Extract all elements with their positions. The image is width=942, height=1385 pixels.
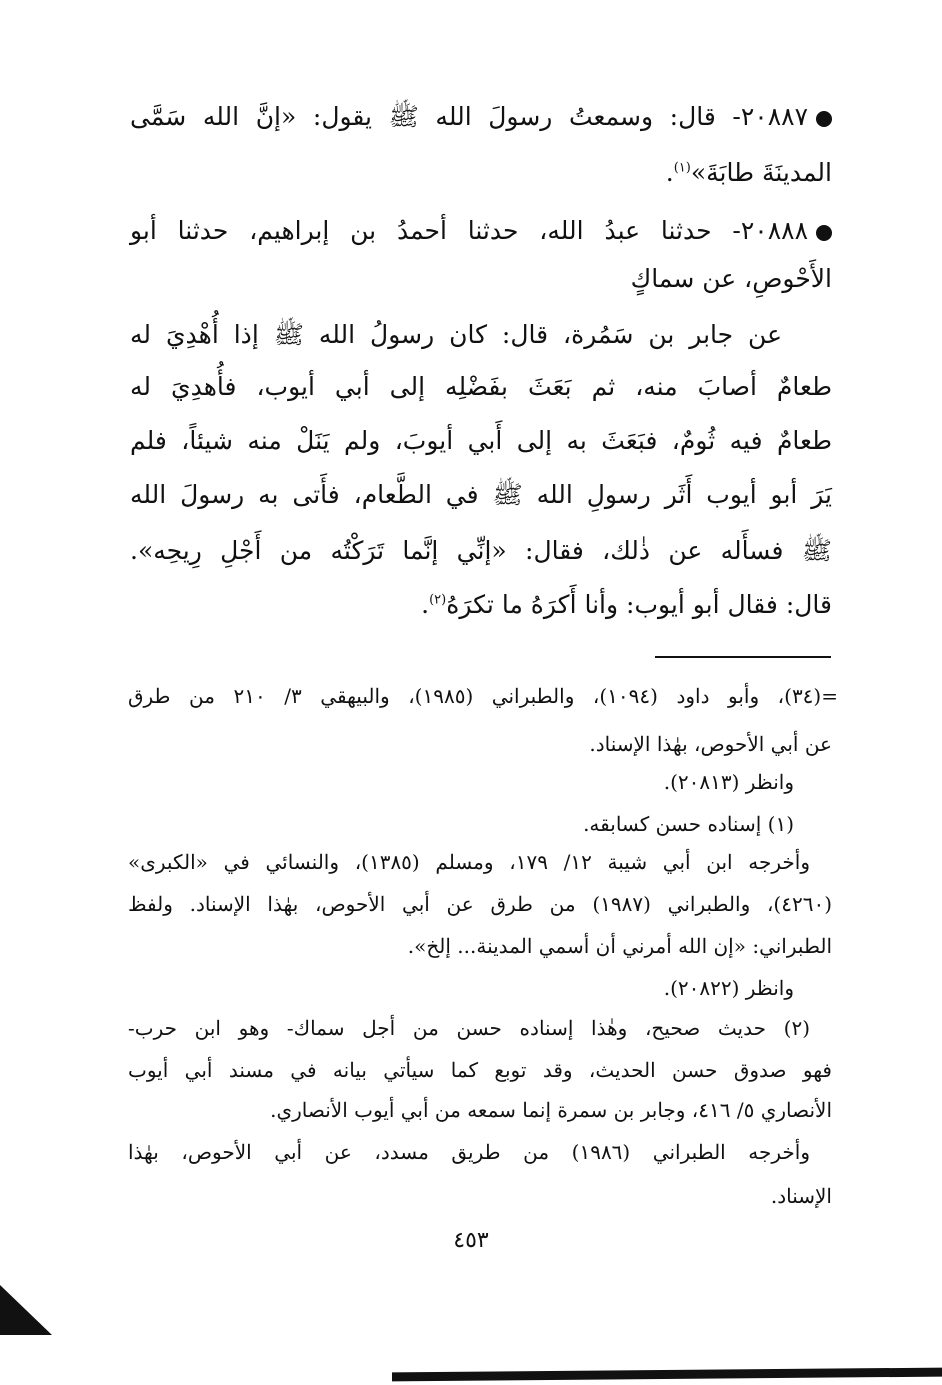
hadith-text-line-4 [130, 482, 832, 507]
text: عن جابر بن سَمُرة، قال: كان رسولُ الله ﷺ إذا أُهْدِيَ له [130, 320, 782, 349]
text: وانظر (٢٠٨٢٢). [663, 976, 794, 1000]
footnote-line-11 [128, 1100, 832, 1120]
footnote-line-5 [128, 852, 810, 872]
scan-edge-bar [392, 1368, 942, 1382]
text: . [421, 590, 430, 619]
text: يَرَ أبو أيوب أَثَر رسولِ الله ﷺ في الطَّعام، فأَتى به رسولَ الله [130, 480, 832, 509]
text: =(٣٤)، وأبو داود (١٠٩٤)، والطبراني (١٩٨٥)، والبيهقي ٣/ ٢١٠ من طرق [128, 684, 838, 708]
footnote-line-13 [128, 1186, 832, 1206]
hadith-20887-line-1 [130, 104, 832, 129]
footnote-marker: (٢) [429, 592, 447, 608]
footnote-line-1 [128, 686, 838, 706]
text: فهو صدوق حسن الحديث، وقد توبع كما سيأتي بيانه في مسند أبي أيوب [128, 1058, 832, 1082]
text: الطبراني: «إن الله أمرني أن أسمي المدينة... إلخ». [407, 934, 832, 958]
footnote-line-4 [128, 814, 794, 834]
text: ٢٠٨٨٨- حدثنا عبدُ الله، حدثنا أحمدُ بن إبراهيم، حدثنا أبو [130, 216, 808, 245]
text: (٤٢٦٠)، والطبراني (١٩٨٧) من طرق عن أبي الأحوص، بهٰذا الإسناد. ولفظ [128, 892, 832, 916]
hadith-text-line-3 [130, 428, 832, 453]
hadith-text-line-2 [130, 374, 832, 399]
text: الأَحْوصِ، عن سماكٍ [630, 264, 832, 293]
hadith-20888-line-2 [130, 266, 832, 291]
text: وأخرجه ابن أبي شيبة ١٢/ ١٧٩، ومسلم (١٣٨٥)، والنسائي في «الكبرى» [128, 850, 810, 874]
footnote-line-7 [128, 936, 832, 956]
text: (٢) حديث صحيح، وهٰذا إسناده حسن من أجل سماك- وهو ابن حرب- [128, 1016, 810, 1040]
footnote-line-2 [128, 734, 832, 754]
text: . [665, 158, 674, 187]
footnote-line-6 [128, 894, 832, 914]
hadith-text-line-6 [130, 592, 832, 617]
hadith-text-line-1 [130, 322, 782, 347]
text: قال: فقال أبو أيوب: وأنا أَكرَهُ ما تكرَهُ [446, 590, 832, 619]
footnote-line-8 [128, 978, 794, 998]
bullet-icon [816, 111, 832, 127]
text: طعامٌ أصابَ منه، ثم بَعَثَ بفَضْلِه إلى أبي أيوب، فأُهدِيَ له [130, 372, 832, 401]
footnote-line-3 [128, 772, 794, 792]
footnote-line-12 [128, 1142, 810, 1162]
text: ﷺ فسأَله عن ذٰلك، فقال: «إنِّي إنَّما تَرَكْتُه من أَجْلِ رِيحِه». [130, 536, 832, 565]
footnote-marker: (١) [673, 160, 691, 176]
bullet-icon [816, 225, 832, 241]
text: الإسناد. [770, 1184, 832, 1208]
hadith-20888-line-1 [130, 218, 832, 243]
hadith-text-line-5 [130, 538, 832, 563]
text: الأنصاري ٥/ ٤١٦، وجابر بن سمرة إنما سمعه من أبي أيوب الأنصاري. [270, 1098, 832, 1122]
text: عن أبي الأحوص، بهٰذا الإسناد. [589, 732, 832, 756]
footnote-separator [655, 656, 831, 658]
text: (١) إسناده حسن كسابقه. [583, 812, 794, 836]
text: المدينَةَ طابَةَ» [690, 158, 832, 187]
text: ٢٠٨٨٧- قال: وسمعتُ رسولَ الله ﷺ يقول: «إنَّ الله سَمَّى [130, 102, 808, 131]
text: وأخرجه الطبراني (١٩٨٦) من طريق مسدد، عن أبي الأحوص، بهٰذا [128, 1140, 810, 1164]
text: وانظر (٢٠٨١٣). [663, 770, 794, 794]
scan-edge-shadow [0, 1285, 52, 1335]
page-number: ٤٥٣ [453, 1228, 489, 1253]
footnote-line-10 [128, 1060, 832, 1080]
hadith-20887-line-2 [130, 160, 832, 185]
text: طعامٌ فيه ثُومٌ، فبَعَثَ به إلى أَبي أيوبَ، ولم يَنَلْ منه شيئاً، فلم [130, 426, 832, 455]
footnote-line-9 [128, 1018, 810, 1038]
